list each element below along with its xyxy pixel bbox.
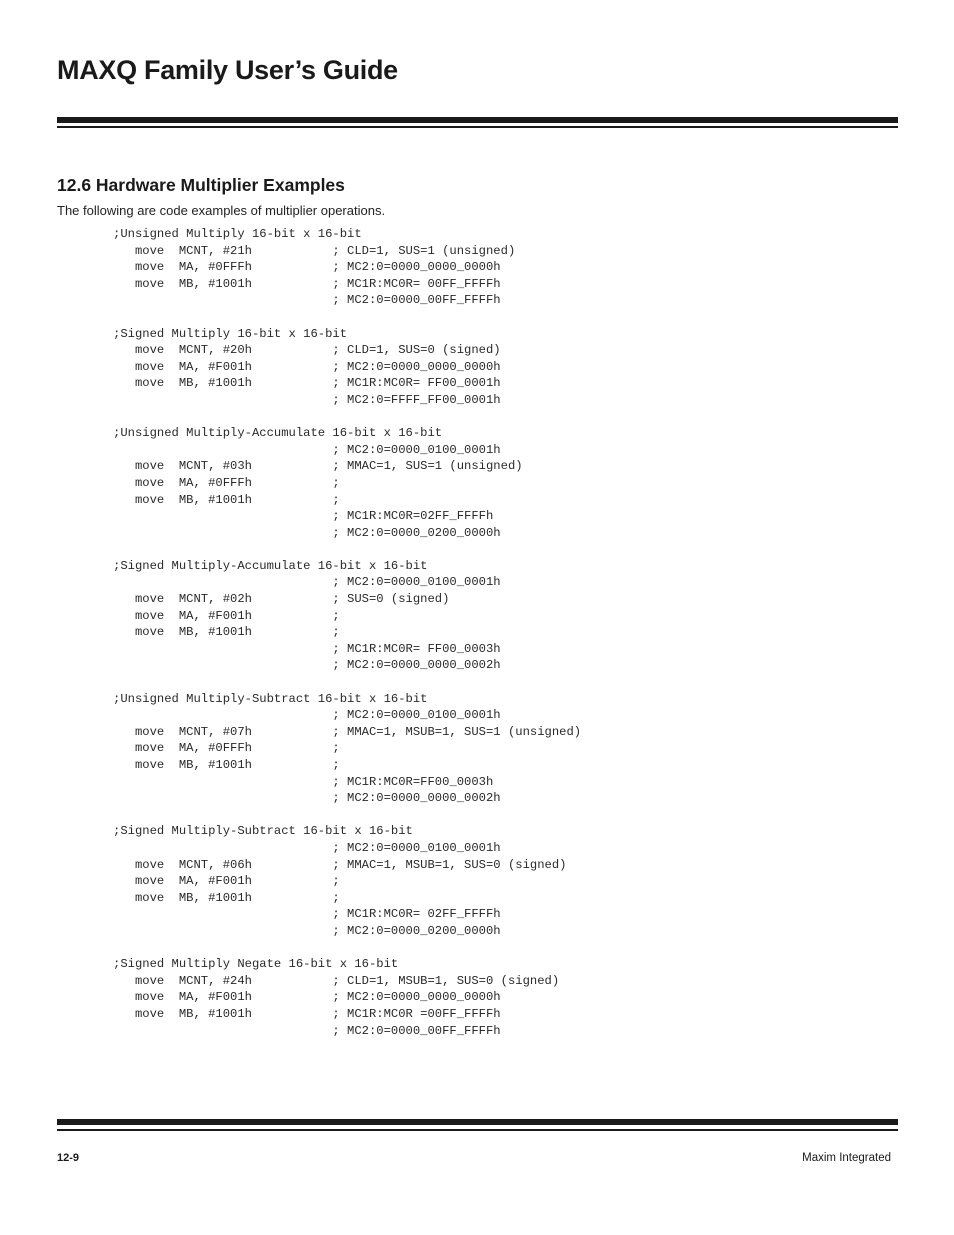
code-line: move MCNT, #07h ; MMAC=1, MSUB=1, SUS=1 (unsigned) (113, 724, 582, 739)
code-line: ;Signed Multiply Negate 16-bit x 16-bit (113, 957, 399, 972)
code-blank-line (113, 541, 581, 558)
code-line: move MA, #0FFFh ; (113, 741, 340, 756)
code-line: ; MC2:0=0000_0100_0001h (113, 840, 501, 855)
code-line: move MCNT, #03h ; MMAC=1, SUS=1 (unsigned) (113, 459, 523, 474)
code-line: ; MC2:0=0000_0200_0000h (113, 923, 501, 938)
code-line: ; MC2:0=0000_0100_0001h (113, 708, 501, 723)
code-line: ;Signed Multiply-Subtract 16-bit x 16-bit (113, 824, 413, 839)
code-line: move MCNT, #06h ; MMAC=1, MSUB=1, SUS=0 (signed) (113, 857, 567, 872)
code-line: ; MC1R:MC0R=02FF_FFFFh (113, 509, 494, 524)
code-line: move MCNT, #24h ; CLD=1, MSUB=1, SUS=0 (signed) (113, 973, 560, 988)
code-blank-line (113, 409, 581, 426)
code-line: move MA, #0FFFh ; (113, 475, 340, 490)
footer-rule-thin (57, 1129, 898, 1131)
section-heading: 12.6 Hardware Multiplier Examples (57, 175, 345, 195)
code-line: ; MC2:0=0000_00FF_FFFFh (113, 1023, 501, 1038)
intro-text: The following are code examples of multiplier operations. (57, 203, 386, 218)
code-line: ; MC2:0=0000_00FF_FFFFh (113, 293, 501, 308)
code-line: move MCNT, #02h ; SUS=0 (signed) (113, 592, 450, 607)
code-line: move MB, #1001h ; (113, 890, 340, 905)
code-line: ; MC1R:MC0R= 02FF_FFFFh (113, 907, 501, 922)
code-blank-line (113, 309, 581, 326)
page-title: MAXQ Family User’s Guide (57, 55, 398, 85)
code-line: move MA, #F001h ; MC2:0=0000_0000_0000h (113, 359, 501, 374)
code-line: move MA, #0FFFh ; MC2:0=0000_0000_0000h (113, 260, 501, 275)
code-line: ; MC2:0=0000_0000_0002h (113, 658, 501, 673)
footer-rule-thick (57, 1119, 898, 1125)
code-line: ;Unsigned Multiply-Subtract 16-bit x 16-bit (113, 691, 428, 706)
code-line: move MB, #1001h ; (113, 625, 340, 640)
code-line: ;Signed Multiply-Accumulate 16-bit x 16-bit (113, 558, 428, 573)
code-blank-line (113, 674, 581, 691)
footer-company-name: Maxim Integrated (802, 1152, 891, 1164)
code-line: ; MC2:0=0000_0000_0002h (113, 791, 501, 806)
code-line: ;Unsigned Multiply 16-bit x 16-bit (113, 227, 362, 241)
header-rule-thick (57, 117, 898, 123)
code-line: move MCNT, #21h ; CLD=1, SUS=1 (unsigned) (113, 243, 516, 258)
code-line: ; MC2:0=0000_0100_0001h (113, 575, 501, 590)
footer-page-number: 12-9 (57, 1152, 80, 1164)
code-line: ; MC1R:MC0R= FF00_0003h (113, 641, 501, 656)
code-line: move MB, #1001h ; (113, 492, 340, 507)
header-rule-thin (57, 126, 898, 128)
code-line: ; MC2:0=FFFF_FF00_0001h (113, 392, 501, 407)
code-line: move MA, #F001h ; MC2:0=0000_0000_0000h (113, 990, 501, 1005)
code-line: move MB, #1001h ; MC1R:MC0R= 00FF_FFFFh (113, 276, 501, 291)
code-line: move MB, #1001h ; MC1R:MC0R= FF00_0001h (113, 376, 501, 391)
code-line: ; MC2:0=0000_0100_0001h (113, 442, 501, 457)
code-line: ;Unsigned Multiply-Accumulate 16-bit x 16-bit (113, 426, 443, 441)
code-example-block (113, 226, 581, 1039)
code-line: ; MC1R:MC0R=FF00_0003h (113, 774, 494, 789)
code-line: ;Signed Multiply 16-bit x 16-bit (113, 326, 348, 341)
code-blank-line (113, 940, 581, 957)
code-line: move MB, #1001h ; (113, 758, 340, 772)
code-line: move MB, #1001h ; MC1R:MC0R =00FF_FFFFh (113, 1006, 501, 1021)
code-line: move MA, #F001h ; (113, 874, 340, 889)
code-blank-line (113, 807, 581, 824)
code-line: ; MC2:0=0000_0200_0000h (113, 525, 501, 540)
code-line: move MA, #F001h ; (113, 608, 340, 623)
code-line: move MCNT, #20h ; CLD=1, SUS=0 (signed) (113, 343, 501, 358)
